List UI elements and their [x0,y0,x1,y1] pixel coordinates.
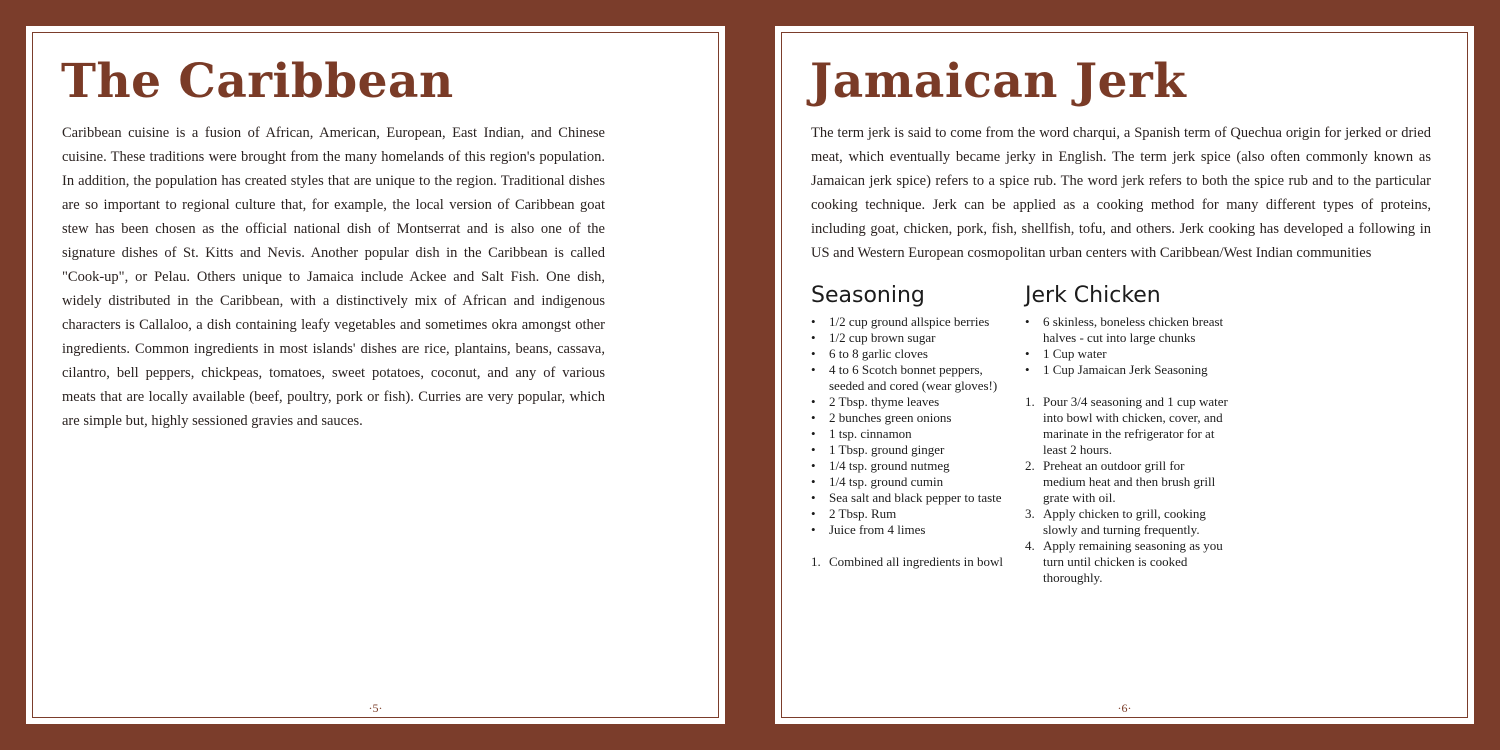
step: Preheat an outdoor grill for medium heat and then brush grill grate with oil. [1043,458,1216,505]
ingredient: 1/4 tsp. ground nutmeg [829,458,950,473]
recipe-heading: Jerk Chicken [1025,283,1161,308]
ingredient: 1 Tbsp. ground ginger [829,442,945,457]
right-page [775,26,1474,724]
ingredient: 4 to 6 Scotch bonnet peppers, seeded and cored (wear gloves!) [829,362,998,393]
list-item [811,362,1016,394]
ingredient: 2 Tbsp. Rum [829,506,897,521]
jerk-chicken-recipe [1025,281,1230,586]
ingredient: Juice from 4 limes [829,522,926,537]
step-number: 2. [1025,458,1035,473]
ingredient-list [1025,314,1230,378]
page-title: The Caribbean [61,54,454,109]
list-item [1025,394,1230,458]
bullet-icon: • [811,362,816,377]
bullet-icon: • [811,330,816,345]
bullet-icon: • [1025,346,1030,361]
list-item [1025,538,1230,586]
page-number: ·6· [1117,701,1132,715]
list-item [1025,346,1230,362]
ingredient: 1 Cup water [1043,346,1107,361]
step-number: 3. [1025,506,1035,521]
ingredient-list [811,314,1016,538]
list-item [1025,458,1230,506]
ingredient: 2 bunches green onions [829,410,952,425]
ingredient: 1 Cup Jamaican Jerk Seasoning [1043,362,1208,377]
page-number: ·5· [368,701,383,715]
bullet-icon: • [811,346,816,361]
bullet-icon: • [811,506,816,521]
list-item [811,554,1016,570]
ingredient: 1/2 cup brown sugar [829,330,936,345]
bullet-icon: • [1025,314,1030,329]
step-number: 1. [811,554,821,569]
bullet-icon: • [1025,362,1030,377]
left-page [26,26,725,724]
step-number: 4. [1025,538,1035,553]
page-title: Jamaican Jerk [810,54,1187,109]
list-item [1025,506,1230,538]
list-item [811,506,1016,522]
step: Apply remaining seasoning as you turn until chicken is cooked thoroughly. [1043,538,1223,585]
bullet-icon: • [811,522,816,537]
list-item [811,458,1016,474]
ingredient: 1/4 tsp. ground cumin [829,474,944,489]
bullet-icon: • [811,474,816,489]
bullet-icon: • [811,394,816,409]
body-paragraph: The term jerk is said to come from the word charqui, a Spanish term of Quechua origin for jerked or dried meat, which eventually became jerky in English. The term jerk spice (also often commonly known as Jamaican jerk spice) refers to a spice rub. The word jerk refers to both the spice rub and to the particular cooking technique. Jerk can be applied as a cooking method for many different types of proteins, including goat, chicken, pork, fish, shellfish, tofu, and others. Jerk cooking has developed a following in US and Western European cosmopolitan urban centers with Caribbean/West Indian communities [811,125,1431,261]
step: Pour 3/4 seasoning and 1 cup water into bowl with chicken, cover, and marinate in the refrigerator for at least 2 hours. [1043,394,1228,457]
ingredient: Sea salt and black pepper to taste [829,490,1002,505]
list-item [1025,314,1230,346]
ingredient: 1/2 cup ground allspice berries [829,314,990,329]
step-list [811,554,1016,570]
list-item [1025,362,1230,378]
bullet-icon: • [811,410,816,425]
recipe-heading: Seasoning [811,283,925,308]
list-item [811,346,1016,362]
list-item [811,522,1016,538]
list-item [811,442,1016,458]
ingredient: 2 Tbsp. thyme leaves [829,394,940,409]
step-number: 1. [1025,394,1035,409]
bullet-icon: • [811,314,816,329]
list-item [811,330,1016,346]
ingredient: 1 tsp. cinnamon [829,426,912,441]
step: Combined all ingredients in bowl [829,554,1004,569]
bullet-icon: • [811,442,816,457]
list-item [811,426,1016,442]
ingredient: 6 skinless, boneless chicken breast halves - cut into large chunks [1043,314,1224,345]
seasoning-recipe [811,281,1016,570]
list-item [811,394,1016,410]
bullet-icon: • [811,458,816,473]
list-item [811,410,1016,426]
step: Apply chicken to grill, cooking slowly and turning frequently. [1043,506,1206,537]
ingredient: 6 to 8 garlic cloves [829,346,928,361]
bullet-icon: • [811,490,816,505]
list-item [811,314,1016,330]
list-item [811,490,1016,506]
body-paragraph: Caribbean cuisine is a fusion of African, American, European, East Indian, and Chinese cuisine. These traditions were brought from the many homelands of this region's population. In addition, the population has created styles that are unique to the region. Traditional dishes are so important to regional culture that, for example, the local version of Caribbean goat stew has been chosen as the official national dish of Montserrat and is also one of the signature dishes of St. Kitts and Nevis. Another popular dish in the Caribbean is called "Cook-up", or Pelau. Others unique to Jamaica include Ackee and Salt Fish. One dish, widely distributed in the Caribbean, with a distinctively mix of African and indigenous characters is Callaloo, a dish containing leafy vegetables and sometimes okra amongst other ingredients. Common ingredients in most islands' dishes are rice, plantains, beans, cassava, cilantro, bell peppers, chickpeas, tomatoes, sweet potatoes, coconut, and any of various meats that are locally available (beef, poultry, pork or fish). Curries are very popular, which are simple but, highly sessioned gravies and sauces. [62,125,605,429]
step-list [1025,394,1230,586]
bullet-icon: • [811,426,816,441]
list-item [811,474,1016,490]
